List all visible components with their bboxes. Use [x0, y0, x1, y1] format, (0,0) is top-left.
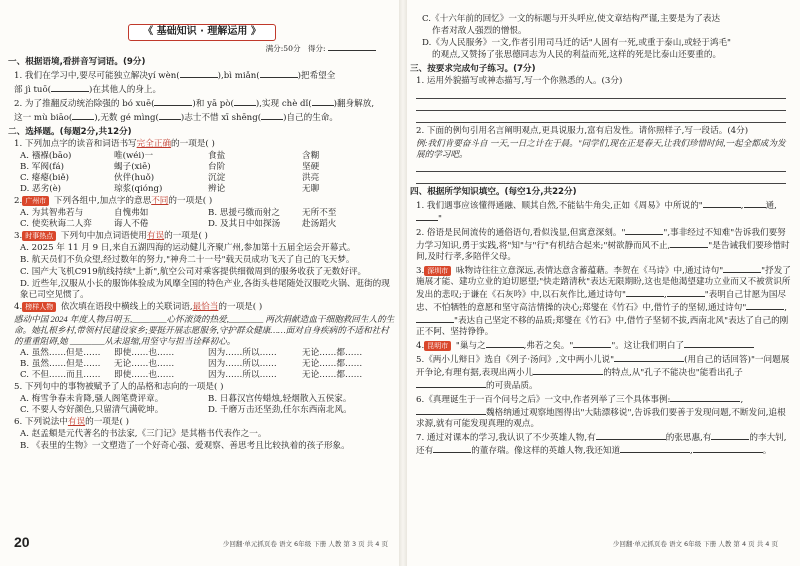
- s2-q1-options: [20, 151, 396, 195]
- s1-q1-cont: [14, 83, 396, 96]
- s2-q4-highlight: 最恰当: [192, 301, 219, 312]
- s4-q6-text-c: 魏格纳通过观察地图得出"大陆漂移说",: [486, 408, 635, 418]
- s3-q1: 1. 运用外貌描写或神态描写,写一个你熟悉的人。(3分): [416, 76, 623, 86]
- s4-q1-sep: ,: [740, 201, 744, 211]
- region-tag-shenzhen: 深圳市: [424, 266, 451, 276]
- s1-q1-blank-2[interactable]: [260, 69, 298, 78]
- s4-q3-blank-1[interactable]: [723, 264, 761, 273]
- s2-q1-opt-b2: 蝎子(xiē): [114, 161, 151, 172]
- s2-q6-end: 的一项是( ): [85, 416, 129, 427]
- section-2-heading: 二、选择题。(每题2分,共12分): [8, 126, 132, 137]
- s4-q1-blank-1[interactable]: [703, 199, 741, 208]
- s1-q2-text-e: 这一 mù biāo(: [14, 112, 73, 123]
- s2-q6-text: 6. 下列说法中: [14, 416, 68, 427]
- s4-q5-text-d: 的可贵品质。: [486, 381, 538, 391]
- s4-q1-text: 1. 我们遇事应该懂得通融、顺其自然,不能钻牛角尖,正如《周易》中所说的": [416, 201, 703, 211]
- s1-q1-text-b: ),bì miǎn(: [217, 70, 260, 81]
- s4-q3-sep-1: ,: [663, 290, 667, 300]
- right-page: [410, 6, 792, 554]
- s4-q3-text-h: "表达自己坚定不移的品质;郑燮在《竹石》中,借竹子坚韧不拔,: [454, 316, 690, 326]
- s4-q5-blank-2[interactable]: [533, 366, 603, 375]
- s2-q5-opt-b[interactable]: B. 日暮汉宫传蜡烛,轻烟散入五侯家。: [208, 393, 352, 404]
- current-events-tag: 时事热点: [22, 231, 56, 241]
- s3-q2-answer-line-1[interactable]: [416, 161, 786, 172]
- score-blank[interactable]: [328, 50, 376, 51]
- s4-q3-blank-2[interactable]: [626, 288, 664, 297]
- s4-q2-text-b: ",事非经过不知难"告诉我们要努力学习知识,勇于实践,将"知"与"行"有机结合起来;"树欲静而风不止,: [416, 228, 786, 251]
- s4-q3: 3. 深圳市 咏物诗往往立意深远,表情达意含蓄蕴藉。李贺在《马诗》中,通过诗句" "抒发了施展才能、建功立业的迫切愿望;"快走踏清秋"表达无限期盼,这也是他渴望建功立业而又不被赏识所发出的悲叹;于谦在《石灰吟》中,以石灰作比,通过诗句" , "表明自己甘愿为国尽忠、不怕牺牲的意愿和坚守高洁情操的决心;郑燮在《竹石》中,借竹子的坚韧,通过诗句" ,"表达自己坚定不移的品质;郑燮在《竹石》中,借竹子坚韧不拔,西南北风"表达了自己的刚正不阿、坚持铮铮。: [416, 266, 791, 337]
- s4-q1: [416, 199, 792, 225]
- s2-q2-opt-d1[interactable]: D. 及其日中如探汤: [208, 218, 281, 229]
- s2-q5-opt-a[interactable]: A. 梅雪争春未肯降,骚人阁笔费评章。: [20, 393, 164, 404]
- s2-q2-opt-a1[interactable]: A. 为其智弗若与: [20, 207, 84, 218]
- left-footer: 少回翻·单元抓页卷 语文 6年级 下册 人教 第 3 页 共 4 页: [222, 539, 388, 548]
- s2-q5: 5. 下列句中的事物被赋予了人的品格和志向的一项是( ): [14, 381, 224, 392]
- s2-q3-opt-b[interactable]: B. 航天员们不负众望,经过数年的努力,"神舟二十一号"载天员成功飞天了自己的飞天梦。: [20, 254, 355, 265]
- s4-q2-text-c: "是告诫我们要珍惜时间,及时行孝,多陪伴父母。: [416, 241, 790, 262]
- s4-q2-blank-1[interactable]: [625, 226, 663, 235]
- s2-q6-opt-b[interactable]: B. 《表里的生物》一文塑造了一个好奇心强、爱观察、善思考且比较执着的孩子形象。: [20, 440, 350, 451]
- s4-q5-text-b: (用自己的话回答)"一问题展开争论,有理有据,表现出两小儿: [416, 355, 790, 378]
- s2-q6-highlight: 有误: [67, 416, 86, 427]
- s2-q1-text: 1. 下列加点字的读音和词语书写: [14, 138, 137, 149]
- section-4-heading: 四、根据所学知识填空。(每空1分,共22分): [410, 187, 577, 197]
- s2-q1-opt-c1[interactable]: C. 瘪瘪(biě): [20, 172, 69, 183]
- s2-q1-opt-d2: 琼浆(qióng): [114, 183, 163, 194]
- s2-q2-opt-b2: 无所不至: [302, 207, 337, 218]
- score-line: [8, 44, 376, 54]
- s4-q5-blank-3[interactable]: [416, 379, 486, 388]
- s4-q5: [416, 353, 792, 392]
- s2-q1-opt-c3: 沉淀: [208, 172, 226, 183]
- s2-q4-text: 依次填在语段中横线上的关联词语,: [58, 301, 193, 312]
- s2-q1-opt-b1[interactable]: B. 军阀(fá): [20, 161, 64, 172]
- s2-q2-options: [20, 208, 396, 230]
- s2-q1-opt-b4: 坚硬: [302, 161, 320, 172]
- s1-q1-blank-3[interactable]: [51, 83, 89, 92]
- s2-q1-opt-c4: 洪亮: [302, 172, 320, 183]
- s4-q6-text-d: 告诉我们要善于发现问题,不断发问,追根求源,就有可能发现真理的观点。: [416, 408, 786, 429]
- s2-q2-opt-b1[interactable]: B. 思援弓缴而射之: [208, 207, 280, 218]
- s2-q6-opt-d[interactable]: D.《为人民服务》一文,作者引用司马迁的话"人固有一死,或重于泰山,或轻于鸿毛": [422, 38, 732, 48]
- s2-q4-opt-b2: 无论……也……: [114, 358, 175, 369]
- s4-q3-text-c: "快走踏清秋"表达无限期盼,这也是他渴望建功立业而又不被赏识所发出的悲叹;于谦在: [416, 277, 791, 300]
- s2-q1-opt-d1[interactable]: D. 恶劣(è): [20, 183, 62, 194]
- s2-q1-opt-b3: 台阶: [208, 161, 226, 172]
- s4-q7-end: 。: [762, 446, 772, 456]
- s2-q2-opt-c2: 诲人不倦: [114, 218, 149, 229]
- s2-q3: 3. 时事热点 下列句中加点词语使用有误的一项是( ): [14, 230, 208, 241]
- s2-q6-opt-a[interactable]: A. 赵孟頫是元代著名的书法家,《三门记》是其楷书代表作之一。: [20, 428, 267, 439]
- s4-q7-text-b: 的张思惠,有: [665, 433, 712, 443]
- s3-q1-answer-line-2[interactable]: [416, 100, 786, 111]
- s4-q6: [416, 393, 792, 430]
- right-footer: 少回翻·单元抓页卷 语文 6年级 下册 人教 第 4 页 共 4 页: [612, 539, 778, 548]
- s1-q1: [14, 69, 396, 82]
- s2-q4-opt-b1[interactable]: B. 虽然……但是……: [20, 358, 101, 369]
- s1-q2-text-g: )志士不惜 xī shēng(: [180, 112, 262, 123]
- s4-q4-blank-2[interactable]: [573, 339, 611, 348]
- score-got-label: 得分:: [307, 44, 326, 53]
- s4-q6-sep: ,: [740, 395, 744, 405]
- s3-q2: 2. 下面的例句引用名言阐明观点,更具说服力,富有启发性。请你照样子,写一段话。(4分): [416, 126, 749, 136]
- s2-q3-opt-a[interactable]: A. 2025 年 11 月 9 日,来自五湖四海的运动健儿齐聚广州,参加第十五届全运会开幕式。: [20, 242, 356, 253]
- s4-q3-text-b: "抒发了施展才能、建功立业的迫切愿望;: [416, 266, 791, 287]
- s2-q2-opt-a2: 自愧弗如: [114, 207, 149, 218]
- section-3-heading: 三、按要求完成句子练习。(7分): [410, 64, 536, 74]
- s2-q2-text: 下列各组中,加点字的意思: [51, 195, 152, 206]
- s4-q4-text-c: 弗若之矣。": [526, 341, 574, 351]
- s2-q5-options: [20, 394, 396, 416]
- region-tag-guangzhou: 广州市: [22, 196, 49, 206]
- s2-q6-opt-d-cont: 的观点,又赞扬了张思德同志为人民的利益而死,这样的死是比泰山还要重的。: [432, 50, 722, 60]
- s4-q4-sep: ,: [523, 341, 527, 351]
- s4-q7-text: 7. 通过对课本的学习,我认识了不少英雄人物,有: [416, 433, 596, 443]
- s1-q2-text-c: ),实现 chè dǐ(: [255, 98, 312, 109]
- s2-q5-opt-d[interactable]: D. 千磨万击还坚劲,任尔东西南北风。: [208, 404, 352, 415]
- s1-q2-blank-1[interactable]: [154, 97, 192, 106]
- s1-q2-text-h: )自己的生命。: [283, 112, 338, 123]
- s4-q4-blank-3[interactable]: [684, 339, 754, 348]
- s2-q4-end: 的一项是( ): [218, 301, 263, 312]
- s4-q7-sep: ,: [690, 446, 693, 456]
- s4-q7-blank-5[interactable]: [693, 444, 763, 453]
- s2-q4-passage: 感动中国 2024 年度人物吕明玉,________心怀滚烫的热爱,________ 两次捐献造血干细胞救回生人的生命。她扎根乡村,带领村民建设家乡;要挺开展志愿服务,守护群众健康……面对自身疾病的不适和社村的重重阻碍,她 ________从未退缩,用坚守与担当诠释初心。: [14, 313, 395, 346]
- s1-q2-blank-5[interactable]: [159, 111, 181, 120]
- s2-q4: 4. 榜样人物 依次填在语段中横线上的关联词语,最恰当的一项是( ): [14, 301, 263, 312]
- s1-q2-blank-2[interactable]: [234, 97, 256, 106]
- s2-q4-opt-a3: 因为……所以……: [208, 347, 277, 358]
- s4-q1-blank-2[interactable]: [744, 199, 766, 208]
- s2-q1-opt-a1[interactable]: A. 襁褓(bāo): [20, 150, 72, 161]
- s2-q3-opt-c[interactable]: C. 国产大飞机C919航线持续"上新",航空公司对乘客提供细微周到的服务收获了无数好评。: [20, 266, 367, 277]
- s2-q3-opt-d[interactable]: D. 近些年,汉服从小长的服饰体验成为风靡全国的特色产业,各街头巷尾随处汉服吃火锅、逛街的现象已司空见惯了。: [20, 278, 390, 300]
- s4-q1-blank-3[interactable]: [416, 212, 438, 221]
- s2-q1-opt-a2: 唯(wéi)一: [114, 150, 154, 161]
- s2-q1: [14, 139, 396, 150]
- s4-q6-blank-1[interactable]: [670, 393, 740, 402]
- s4-q7-blank-3[interactable]: [433, 444, 471, 453]
- book-gutter: [399, 0, 407, 566]
- s4-q3-blank-4[interactable]: [746, 301, 784, 310]
- s4-q3-text-i: 西南北风"表达了自己的刚正不阿、坚持铮铮。: [416, 316, 789, 337]
- s3-q2-example: 例:我们肯要奋斗自 一天,一日之计在于晨。"同学们,现在正是春天,让我们珍惜时间,一起全都成为发展的学习吧。: [416, 138, 786, 159]
- s1-q1-text-c: )把希望全: [297, 70, 336, 81]
- s4-q4-blank-1[interactable]: [486, 339, 524, 348]
- s4-q7-blank-2[interactable]: [711, 431, 749, 440]
- s2-q2-end: 的一项是( ): [168, 195, 213, 206]
- s4-q7-blank-1[interactable]: [596, 431, 666, 440]
- s2-q1-opt-a4: 含糊: [302, 150, 320, 161]
- s2-q1-opt-c2: 伙伴(huǒ): [114, 172, 155, 183]
- s4-q7: [416, 431, 792, 457]
- region-tag-kunming: 昆明市: [424, 341, 451, 351]
- s2-q1-opt-d4: 无聊: [302, 183, 320, 194]
- s1-q2-blank-4[interactable]: [72, 111, 94, 120]
- s1-q2-text-f: ),无数 gé mìng(: [94, 112, 159, 123]
- score-total: 满分:50分: [265, 44, 301, 53]
- s2-q2: 2. 广州市 下列各组中,加点字的意思不同的一项是( ): [14, 195, 213, 206]
- s1-q2-text-d: )翻身解放,: [333, 98, 375, 109]
- s3-q1-answer-line-1[interactable]: [416, 88, 786, 99]
- s4-q2-blank-2[interactable]: [670, 239, 708, 248]
- s2-q5-opt-c[interactable]: C. 不要人夸好颜色,只留清气满乾坤。: [20, 404, 164, 415]
- s4-q2: [416, 226, 792, 263]
- s4-q7-text-d: 的董存瑞。像这样的英雄人: [471, 446, 575, 456]
- s2-q4-options: [20, 348, 396, 381]
- s1-q1-blank-1[interactable]: [180, 69, 218, 78]
- s2-q4-opt-b4: 无论……都……: [302, 358, 363, 369]
- s1-q1-text-e: )在其他人的身上。: [89, 84, 162, 95]
- s3-q1-answer-line-3[interactable]: [416, 112, 786, 123]
- s4-q3-text: 咏物诗往往立意深远,表情达意含蓄蕴藉。李贺在《马诗》中,通过诗句": [453, 266, 724, 276]
- s2-q6: [14, 417, 396, 428]
- s4-q3-blank-3[interactable]: [667, 288, 705, 297]
- s4-q7-text-c: 的李大钊,还有: [416, 433, 787, 456]
- s1-q2-text-b: )和 yā pò(: [192, 98, 234, 109]
- s1-q2-text-a: 2. 为了推翻反动统治除强的 bó xuē(: [14, 98, 155, 109]
- s4-q7-blank-4[interactable]: [620, 444, 690, 453]
- s2-q2-opt-c1[interactable]: C. 使奕秋诲二人弈: [20, 218, 92, 229]
- s2-q1-end: 的一项是( ): [171, 138, 215, 149]
- s2-q4-opt-c3: 因为……所以……: [208, 369, 277, 380]
- s2-q4-opt-c2: 即使……也……: [114, 369, 175, 380]
- s2-q4-opt-b3: 因为……所以……: [208, 358, 277, 369]
- s4-q3-blank-5[interactable]: [416, 314, 454, 323]
- s4-q5-blank-1[interactable]: [614, 353, 684, 362]
- s4-q6-text: 6.《真理诞生于一百个问号之后》一文中,作者列举了三个具体事例:: [416, 395, 671, 405]
- s4-q5-text-c: 的特点,从"孔子不能决也"能看出孔子: [603, 368, 743, 378]
- s4-q4-text-f: 们明白了: [649, 341, 685, 351]
- s4-q7-text-e: 物,我还知道: [574, 446, 621, 456]
- s1-q2-blank-3[interactable]: [312, 97, 334, 106]
- page-title: 《 基础知识 · 理解运用 》: [128, 24, 276, 41]
- s1-q1-text-a: 1. 我们在学习中,要尽可能独立解决yí wèn(: [14, 70, 180, 81]
- s1-q2-cont: [14, 111, 396, 124]
- s4-q5-text: 5.《两小儿辩日》选自《列子·汤问》,文中两小儿说": [416, 355, 615, 365]
- s4-q3-sep-2: ,: [784, 303, 788, 313]
- s2-q4-opt-c4: 无论……都……: [302, 369, 363, 380]
- s2-q6-opt-c-cont: 作者对敌人强烈的憎恨。: [432, 26, 527, 36]
- s2-q6-opt-c[interactable]: C.《十六年前的回忆》一文的标题与开头呼应,使文章结构严谨,主要是为了表达: [422, 14, 721, 24]
- s1-q1-text-d: 部 jì tuō(: [14, 84, 51, 95]
- s2-q4-opt-a4: 无论……都……: [302, 347, 363, 358]
- role-model-tag: 榜样人物: [22, 302, 56, 312]
- s2-q3-highlight: 有误: [146, 230, 165, 241]
- s2-q1-highlight: 完全正确: [136, 138, 172, 149]
- s2-q4-opt-a1[interactable]: A. 虽然……但是……: [20, 347, 101, 358]
- section-1-heading: 一、根据语境,看拼音写词语。(9分): [8, 56, 146, 67]
- s4-q2-text: 2. 俗语是民间流传的通俗语句,看似浅显,但寓意深刻。": [416, 228, 626, 238]
- s3-q2-answer-line-2[interactable]: [416, 173, 786, 184]
- s2-q2-highlight: 不同: [151, 195, 169, 206]
- s2-q3-text: 下列句中加点词语使用: [58, 230, 147, 241]
- s4-q4: 4. 昆明市 "巢与之 ,弗若之矣。" "。这让我们明白了: [416, 339, 792, 352]
- s2-q2-opt-d2: 赴汤蹈火: [302, 218, 337, 229]
- s4-q3-text-f: "表明自己甘愿为国尽忠、不怕牺牲的意愿和坚守高洁情操的决心;郑燮在《竹石》中,借竹子的坚韧,通过诗句": [416, 290, 787, 313]
- s2-q4-opt-c1[interactable]: C. 不但……而且……: [20, 369, 101, 380]
- page-number: 20: [14, 534, 30, 551]
- left-page: [8, 6, 396, 554]
- s4-q1-text-d: ": [438, 214, 442, 224]
- s1-q2: [14, 97, 396, 110]
- s4-q3-text-d: 《石灰吟》中,以石灰作比,通过诗句": [487, 290, 626, 300]
- s2-q1-opt-d3: 辨论: [208, 183, 226, 194]
- s2-q4-opt-a2: 即使……也……: [114, 347, 175, 358]
- s2-q1-opt-a3: 食盐: [208, 150, 226, 161]
- s4-q1-text-c: 通,: [765, 201, 777, 211]
- s4-q6-blank-2[interactable]: [416, 406, 486, 415]
- s4-q4-text-e: "。这让我: [611, 341, 650, 351]
- s4-q4-text: "巢与之: [453, 341, 486, 351]
- s1-q2-blank-6[interactable]: [261, 111, 283, 120]
- s2-q3-end: 的一项是( ): [164, 230, 208, 241]
